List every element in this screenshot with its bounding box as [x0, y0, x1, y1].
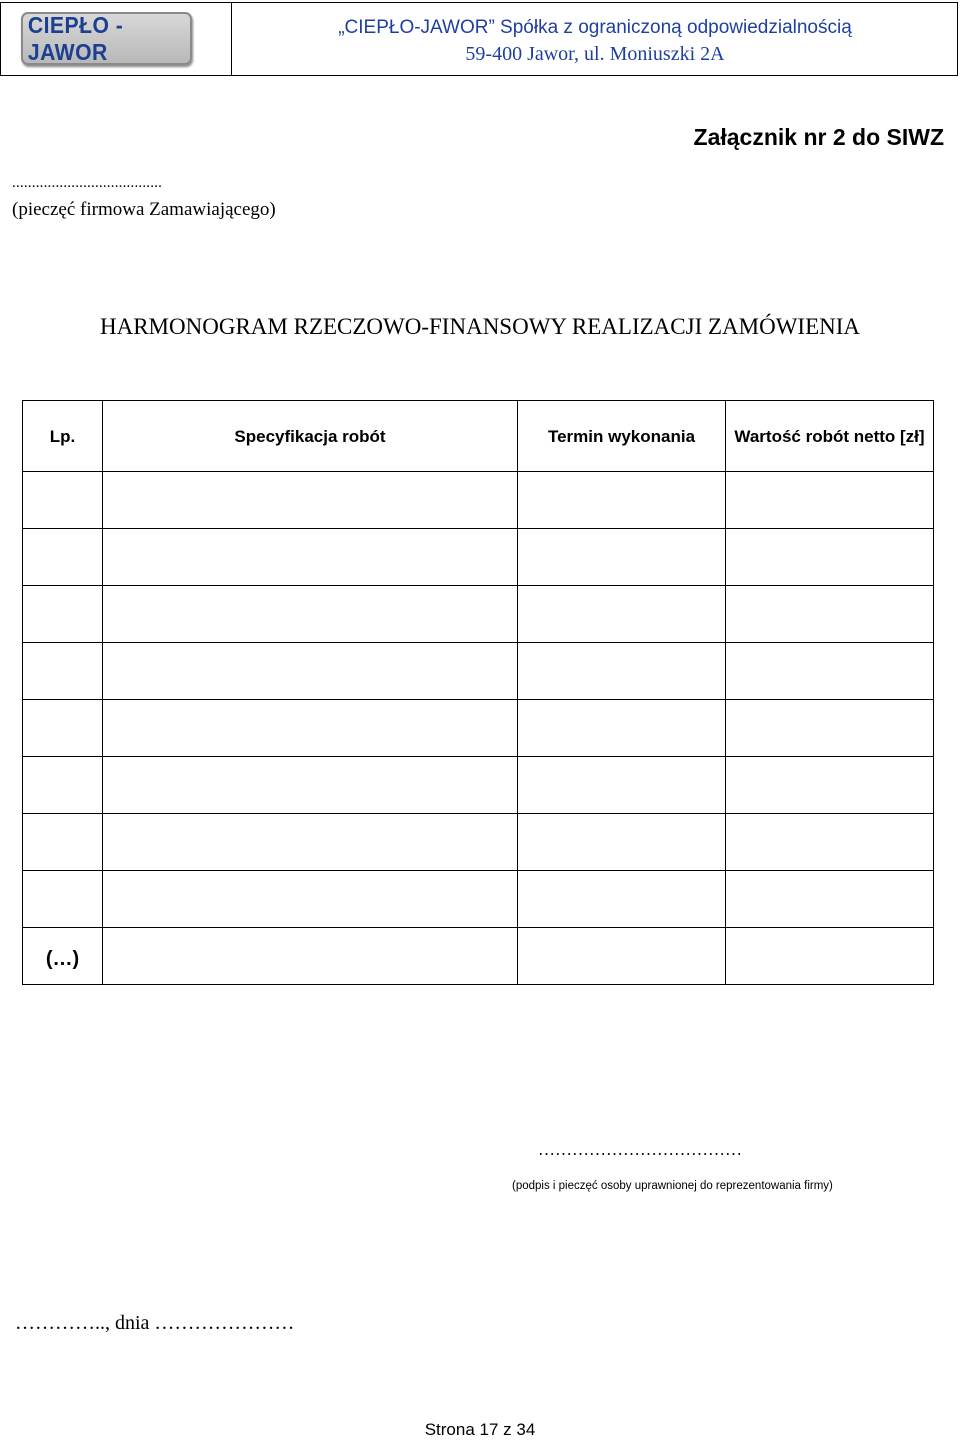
logo-text: CIEPŁO - JAWOR [27, 11, 124, 65]
page-number: Strona 17 z 34 [424, 1420, 536, 1439]
cell-lp[interactable] [23, 472, 103, 529]
column-header-deadline: Termin wykonania [518, 401, 726, 472]
cell-specification[interactable] [103, 928, 518, 985]
cell-lp[interactable] [23, 871, 103, 928]
cell-deadline[interactable] [518, 643, 726, 700]
company-address: 59-400 Jawor, ul. Moniuszki 2A [465, 43, 725, 65]
cell-net-value[interactable] [726, 472, 934, 529]
cell-net-value[interactable] [726, 643, 934, 700]
cell-specification[interactable] [103, 529, 518, 586]
company-logo [21, 12, 192, 65]
cell-specification[interactable] [103, 814, 518, 871]
cell-deadline[interactable] [518, 472, 726, 529]
document-title: HARMONOGRAM RZECZOWO-FINANSOWY REALIZACJI ZAMÓWIENIA [100, 314, 860, 339]
cell-specification[interactable] [103, 700, 518, 757]
company-name: „CIEPŁO-JAWOR” Spółka z ograniczoną odpowiedzialnością [338, 17, 852, 38]
cell-deadline[interactable] [518, 586, 726, 643]
table-row [23, 700, 934, 757]
cell-lp[interactable] [23, 529, 103, 586]
cell-specification[interactable] [103, 472, 518, 529]
stamp-dotted-line: ...................................... [12, 175, 163, 191]
schedule-table [22, 400, 934, 985]
table-row [23, 928, 934, 985]
stamp-label: (pieczęć firmowa Zamawiającego) [12, 199, 276, 220]
cell-specification[interactable] [103, 757, 518, 814]
cell-deadline[interactable] [518, 529, 726, 586]
cell-net-value[interactable] [726, 757, 934, 814]
table-row [23, 757, 934, 814]
column-header-net-value: Wartość robót netto [zł] [726, 401, 934, 472]
cell-net-value[interactable] [726, 529, 934, 586]
table-row [23, 472, 934, 529]
table-row [23, 586, 934, 643]
cell-lp[interactable] [23, 757, 103, 814]
column-header-specification: Specyfikacja robót [103, 401, 518, 472]
cell-net-value[interactable] [726, 871, 934, 928]
table-row [23, 643, 934, 700]
cell-lp[interactable]: (…) [23, 928, 103, 985]
cell-specification[interactable] [103, 871, 518, 928]
cell-net-value[interactable] [726, 928, 934, 985]
signature-dotted-line: ……………………………… [538, 1140, 742, 1159]
cell-deadline[interactable] [518, 814, 726, 871]
cell-deadline[interactable] [518, 928, 726, 985]
table-header-row [23, 401, 934, 472]
table-row [23, 814, 934, 871]
cell-net-value[interactable] [726, 814, 934, 871]
cell-lp[interactable] [23, 814, 103, 871]
signature-label: (podpis i pieczęć osoby uprawnionej do reprezentowania firmy) [512, 1180, 833, 1192]
cell-lp[interactable] [23, 700, 103, 757]
place-date-line: ………….., dnia ………………… [15, 1312, 295, 1334]
cell-deadline[interactable] [518, 871, 726, 928]
logo-cell [1, 3, 232, 75]
cell-specification[interactable] [103, 586, 518, 643]
cell-deadline[interactable] [518, 700, 726, 757]
cell-lp[interactable] [23, 586, 103, 643]
annex-label: Załącznik nr 2 do SIWZ [693, 124, 944, 150]
cell-net-value[interactable] [726, 700, 934, 757]
table-row [23, 871, 934, 928]
cell-deadline[interactable] [518, 757, 726, 814]
column-header-lp: Lp. [23, 401, 103, 472]
table-row [23, 529, 934, 586]
cell-specification[interactable] [103, 643, 518, 700]
cell-lp[interactable] [23, 643, 103, 700]
cell-net-value[interactable] [726, 586, 934, 643]
document-header [0, 2, 958, 76]
